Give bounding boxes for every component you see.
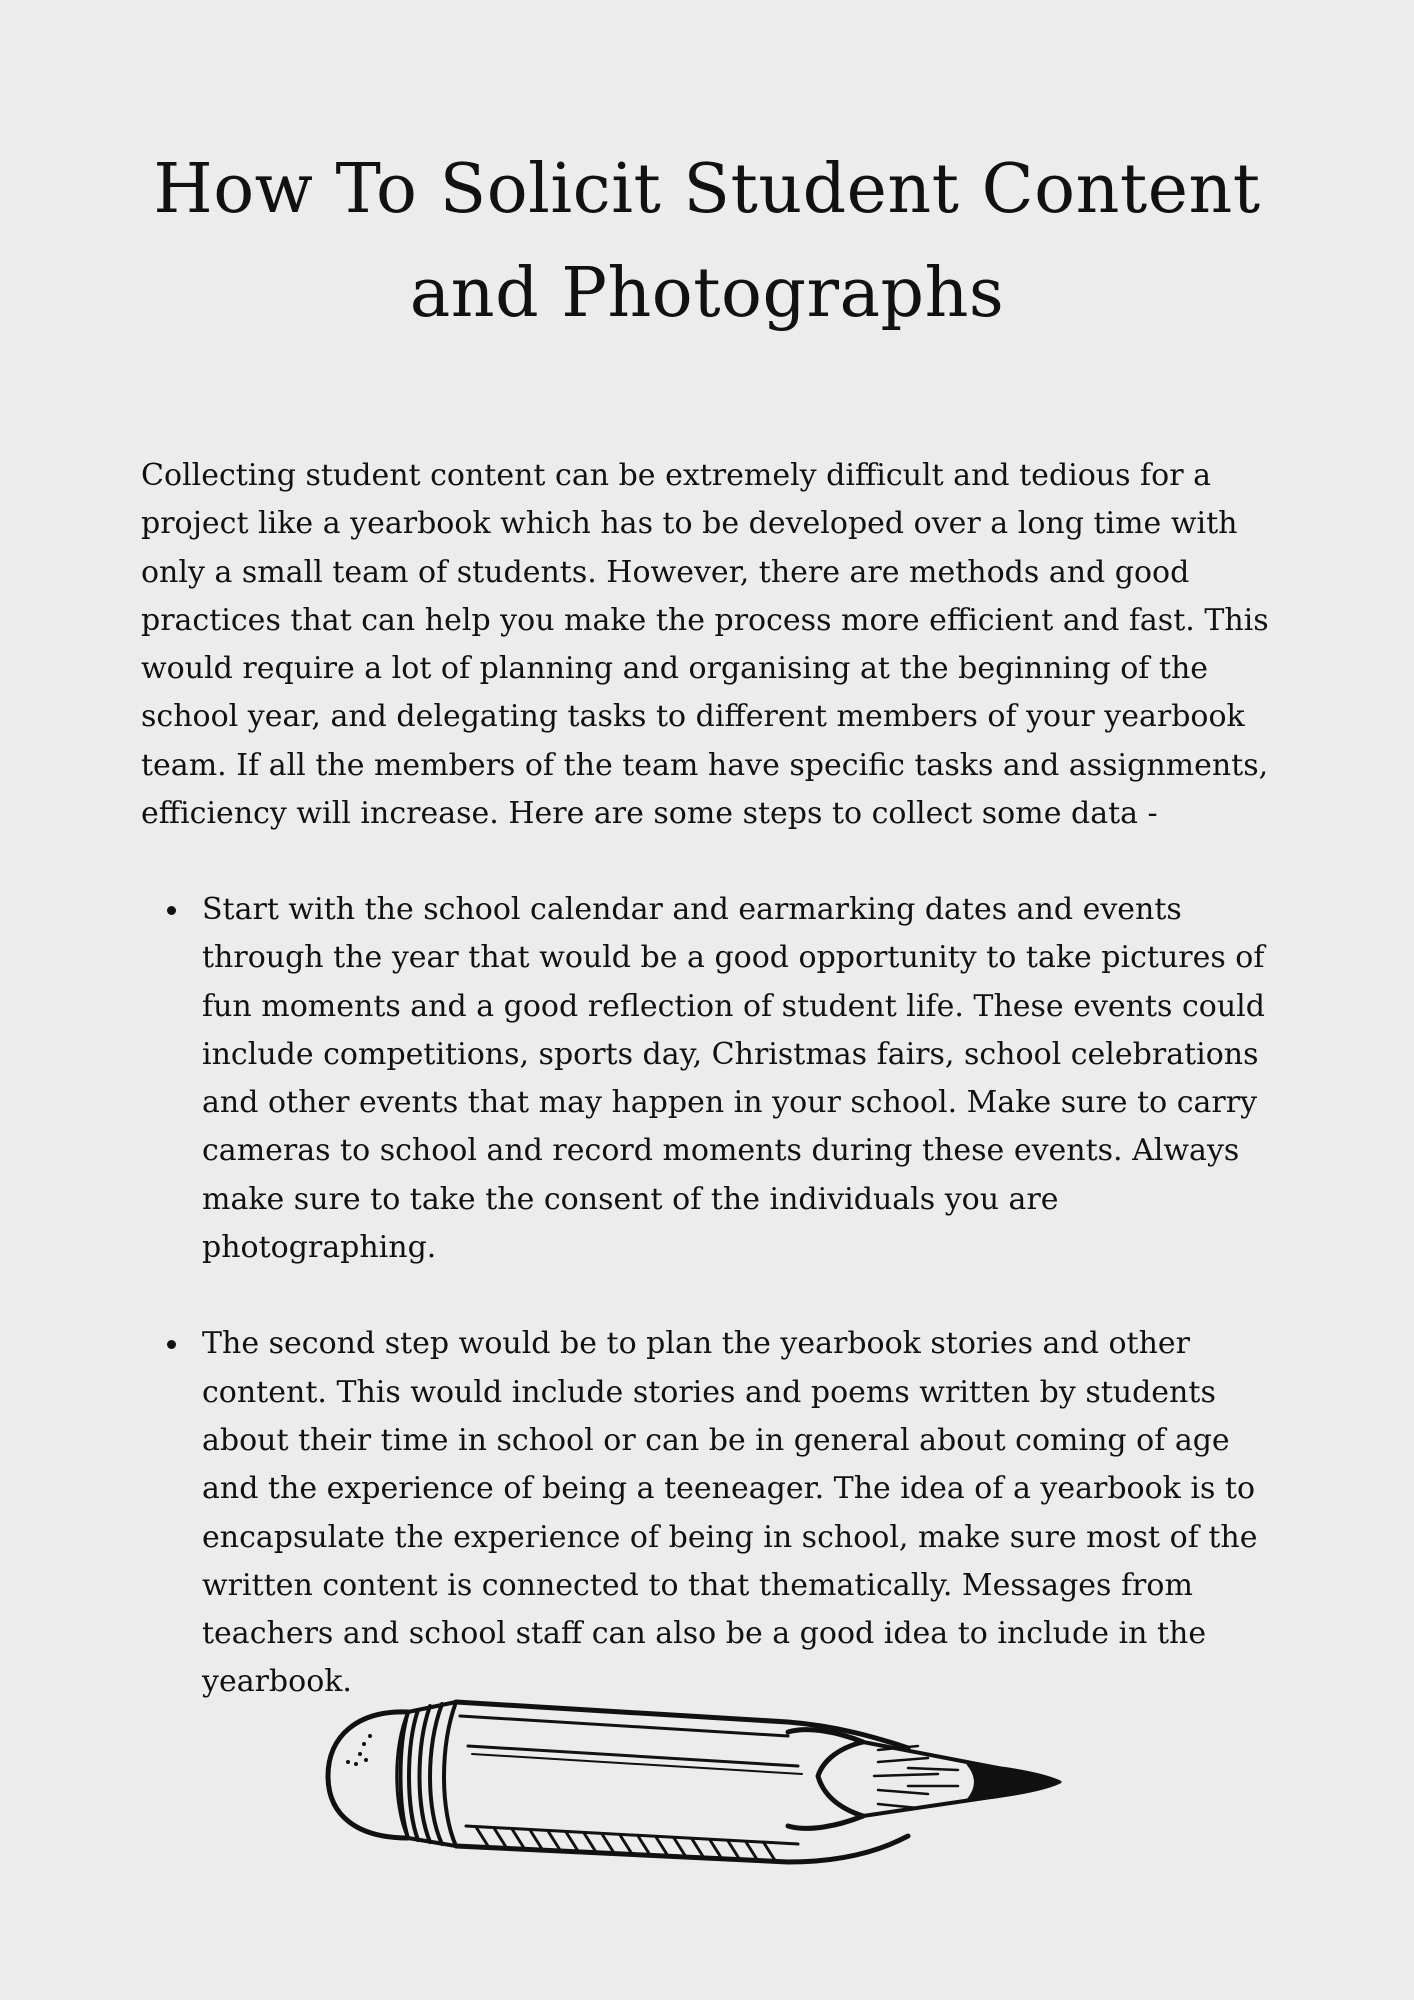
list-item (141, 1320, 1281, 1706)
page-title: How To Solicit Student Content and Photographs (153, 150, 1261, 333)
steps-list (141, 886, 1281, 1755)
step-text: Start with the school calendar and earmarking dates and events through the year that would be a good opportunity to take pictures of fun moments and a good reflection of student life. These events could include competitions, sports day, Christmas fairs, school celebrations and other events that may happen in your school. Make sure to carry cameras to school and record moments during these events. Always make sure to take the consent of the individuals you are photographing. (202, 892, 1265, 1266)
list-item (141, 886, 1281, 1272)
bullet-icon (167, 906, 176, 915)
step-text: The second step would be to plan the yearbook stories and other content. This would include stories and poems written by students about their time in school or can be in general about coming of age and the experience of being a teeneager. The idea of a yearbook is to encapsulate the experience of being in school, make sure most of the written content is connected to that thematically. Messages from teachers and school staff can also be a good idea to include in the yearbook. (202, 1326, 1258, 1700)
pencil-icon (318, 1676, 1118, 1890)
intro-paragraph: Collecting student content can be extremely difficult and tedious for a project like a yearbook which has to be developed over a long time with only a small team of students. However, there are methods and good practices that can help you make the process more efficient and fast. This would require a lot of planning and organising at the beginning of the school year, and delegating tasks to different members of your yearbook team. If all the members of the team have specific tasks and assignments, efficiency will increase. Here are some steps to collect some data - (141, 458, 1269, 832)
bullet-icon (167, 1340, 176, 1349)
